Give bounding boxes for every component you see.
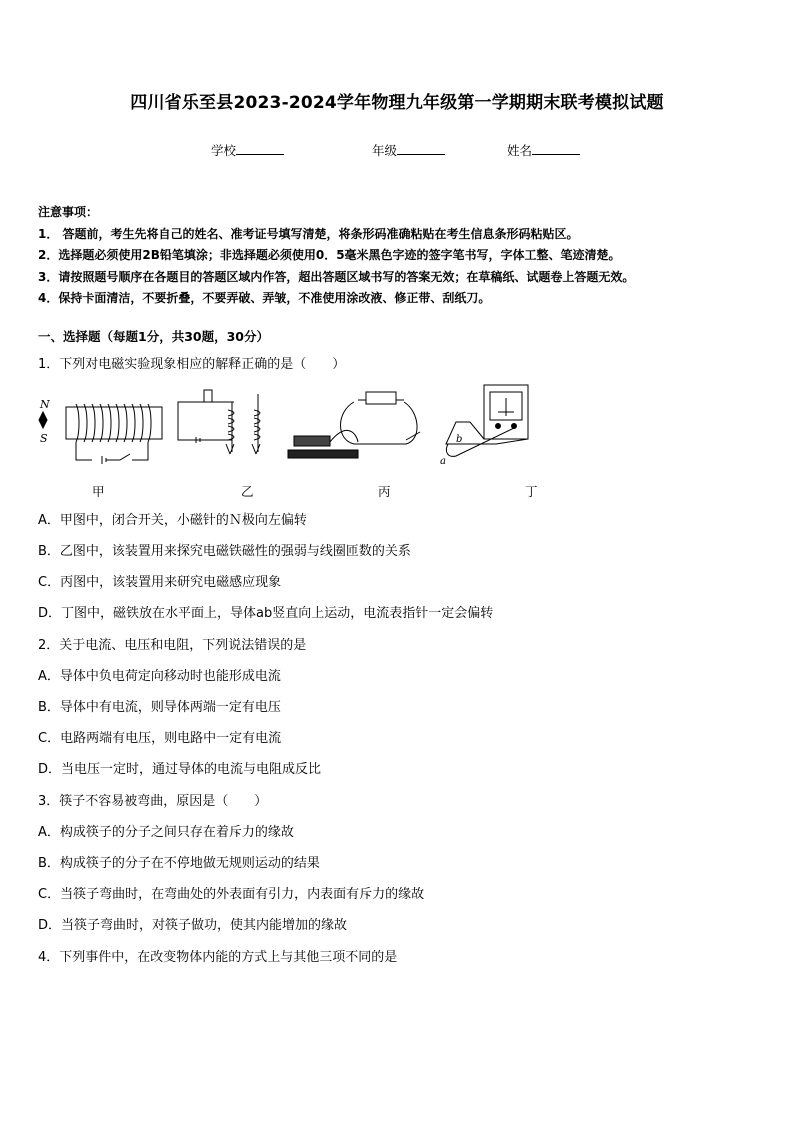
option-line: D．丁图中，磁铁放在水平面上，导体ab竖直向上运动，电流表指针一定会偏转 (38, 606, 494, 621)
name-label: 姓名 (507, 143, 533, 158)
figure-jia-solenoid (39, 398, 162, 464)
figure-label-jia: 甲 (92, 484, 105, 499)
question-2-stem: 2．关于电流、电压和电阻，下列说法错误的是 (38, 638, 307, 653)
option-line: D．当筷子弯曲时，对筷子做功，使其内能增加的缘故 (38, 918, 348, 933)
question-1-figure (36, 382, 556, 500)
figure-label-yi: 乙 (241, 484, 254, 499)
ab-a-label: a (440, 456, 446, 467)
note-item: 1． 答题前，考生先将自己的姓名、准考证号填写清楚，将条形码准确粘贴在考生信息条形码粘贴区。 (38, 226, 579, 241)
figure-yi-electromagnets (178, 390, 260, 454)
option-line: A．导体中负电荷定向移动时也能形成电流 (38, 669, 281, 684)
grade-label: 年级 (372, 143, 398, 158)
option-line: B．乙图中，该装置用来探究电磁铁磁性的强弱与线圈匝数的关系 (38, 544, 411, 559)
note-item: 2．选择题必须使用2B铅笔填涂；非选择题必须使用0．5毫米黑色字迹的签字笔书写，字体工整、笔迹清楚。 (38, 248, 621, 262)
figure-label-bing: 丙 (378, 484, 391, 499)
school-field[interactable] (211, 141, 284, 159)
notes-heading: 注意事项： (38, 205, 99, 219)
option-line: B．构成筷子的分子在不停地做无规则运动的结果 (38, 856, 320, 871)
school-blank[interactable] (236, 142, 284, 155)
compass-n-label: N (40, 398, 50, 411)
section-heading: 一、选择题（每题1分，共30题，30分） (38, 329, 269, 344)
option-line: C．丙图中，该装置用来研究电磁感应现象 (38, 575, 282, 590)
option-line: C．当筷子弯曲时，在弯曲处的外表面有引力，内表面有斥力的缘故 (38, 887, 425, 902)
question-1-stem: 1．下列对电磁实验现象相应的解释正确的是（ ） (38, 357, 346, 372)
figure-ding-galvanometer (440, 385, 528, 467)
ab-b-label: b (456, 434, 463, 445)
name-field[interactable] (507, 141, 580, 159)
figure-bing-device (288, 392, 420, 458)
note-item: 4．保持卡面清洁，不要折叠，不要弄破、弄皱，不准使用涂改液、修正带、刮纸刀。 (38, 291, 491, 305)
note-item: 3．请按照题号顺序在各题目的答题区域内作答，超出答题区域书写的答案无效；在草稿纸、试题卷上答题无效。 (38, 269, 635, 284)
compass-s-label: S (40, 432, 48, 445)
grade-blank[interactable] (397, 142, 445, 155)
option-line: A．甲图中，闭合开关，小磁针的Ｎ极向左偏转 (38, 513, 307, 528)
option-line: D．当电压一定时，通过导体的电流与电阻成反比 (38, 762, 322, 777)
option-line: B．导体中有电流，则导体两端一定有电压 (38, 700, 281, 715)
school-label: 学校 (211, 143, 237, 158)
grade-field[interactable] (372, 141, 445, 159)
compass-needle-icon (39, 412, 47, 428)
name-blank[interactable] (532, 142, 580, 155)
question-3-stem: 3．筷子不容易被弯曲，原因是（ ） (38, 794, 268, 809)
question-4-stem: 4．下列事件中，在改变物体内能的方式上与其他三项不同的是 (38, 950, 398, 965)
notes-block (38, 202, 634, 310)
option-line: A．构成筷子的分子之间只存在着斥力的缘故 (38, 825, 294, 840)
exam-title: 四川省乐至县2023-2024学年物理九年级第一学期期末联考模拟试题 (130, 93, 664, 113)
figure-label-ding: 丁 (525, 484, 538, 499)
option-line: C．电路两端有电压，则电路中一定有电流 (38, 731, 282, 746)
